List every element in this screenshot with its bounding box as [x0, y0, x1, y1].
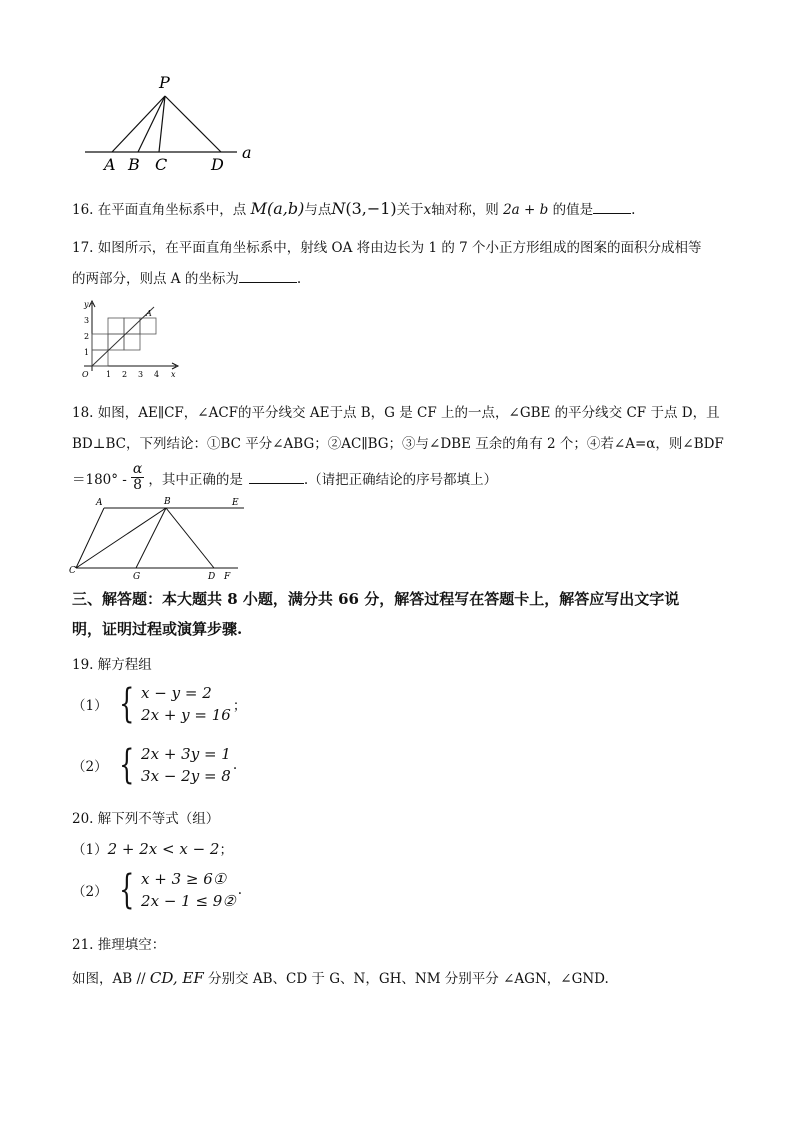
figure-18 [66, 495, 246, 583]
q16-point-N: N [331, 199, 346, 218]
q17-line-2 [72, 267, 301, 287]
label-C: C [155, 155, 168, 174]
segment-PB [138, 96, 165, 152]
q18-line-2: BD⊥BC，下列结论：①BC 平分∠ABG；②AC∥BG；③与∠DBE 互余的角有 2 个；④若∠A=α，则∠BDF [72, 436, 724, 452]
label-B: B [128, 155, 140, 174]
q16-point-M: M [250, 199, 267, 218]
q18-fraction [131, 462, 144, 493]
q19-p1-number: （1） [72, 698, 108, 714]
q21-body [72, 967, 609, 987]
q16-M-coord: (a,b) [266, 199, 305, 218]
q20-p2-number: （2） [72, 884, 108, 900]
segment-PD [165, 96, 221, 152]
q19-p1-end: ； [232, 698, 247, 714]
q17-answer-blank[interactable] [239, 270, 297, 283]
q20-p1-expr: 2 + 2x < x − 2 [107, 840, 220, 858]
label-a: a [242, 143, 252, 162]
q16-end: . [631, 202, 636, 218]
q20-p2-end: . [237, 882, 243, 898]
section-3-line-2: 明，证明过程或演算步骤. [72, 620, 243, 638]
q18-text-b: ，其中正确的是 [148, 471, 243, 488]
q19-part-1 [72, 682, 246, 726]
q18-answer-blank[interactable] [249, 471, 304, 484]
label-C: C [69, 566, 76, 576]
q18-frac-num: α [132, 461, 143, 477]
q16-text-4: 轴对称，则 [431, 202, 504, 218]
section-3-line-1: 三、解答题：本大题共 8 小题，满分共 66 分，解答过程写在答题卡上，解答应写出文字说 [72, 590, 680, 608]
segment-PA [112, 96, 165, 152]
label-A: A [146, 309, 152, 318]
label-E: E [232, 498, 239, 508]
brace-icon: { [118, 867, 134, 913]
label-D: D [211, 155, 224, 174]
figure-15 [82, 70, 272, 175]
q16-answer-blank[interactable] [593, 201, 631, 214]
q16-text-5: 的值是 [548, 202, 594, 218]
label-O: O [82, 370, 89, 379]
segment-BD [166, 508, 214, 568]
q19-p1-eq1: x − y = 2 [141, 684, 212, 702]
x-tick-4: 4 [154, 370, 160, 379]
q20-p1-end: ； [219, 842, 233, 858]
y-tick-1: 1 [84, 348, 90, 357]
segment-BG [136, 508, 166, 568]
q16-number: 16. [72, 202, 94, 218]
q20-title: 20. 解下列不等式（组） [72, 811, 220, 827]
q21-title: 21. 推理填空： [72, 937, 166, 953]
q18-line-1: 18. 如图，AE∥CF，∠ACF的平分线交 AE于点 B，G 是 CF 上的一点，∠GBE 的平分线交 CF 于点 D，且 [72, 405, 720, 421]
q18-line-3 [72, 462, 497, 493]
q16-text-1: 在平面直角坐标系中，点 [93, 202, 251, 218]
q17-text: 的两部分，则点 A 的坐标为 [72, 271, 239, 287]
label-D: D [208, 572, 216, 582]
q19-p1-eq2: 2x + y = 16 [141, 706, 231, 724]
q19-part-2 [72, 743, 237, 787]
q20-p2-eq1: x + 3 ≥ 6① [141, 870, 227, 888]
q21-text-2: CD, EF [149, 969, 204, 987]
y-tick-2: 2 [84, 332, 90, 341]
label-A: A [104, 155, 116, 174]
q16-text-2: 与点 [304, 202, 332, 218]
figure-17 [76, 297, 186, 383]
q16-N-coord: (3,−1) [345, 199, 397, 218]
x-tick-2: 2 [122, 370, 128, 379]
q20-p2-eq2: 2x − 1 ≤ 9② [141, 892, 236, 910]
q18-frac-den: 8 [133, 477, 143, 493]
x-tick-3: 3 [138, 370, 144, 379]
ray-OA [92, 307, 154, 366]
q19-p2-number: （2） [72, 759, 108, 775]
q21-text-1: 如图，AB // [72, 971, 150, 987]
q20-part-1 [72, 838, 233, 858]
segment-PC [159, 96, 165, 152]
q20-p1-number: （1） [72, 842, 108, 858]
label-F: F [224, 572, 231, 582]
q18-text-c: .（请把正确结论的序号都填上） [303, 471, 498, 488]
brace-icon: { [118, 681, 134, 727]
q19-p2-eq1: 2x + 3y = 1 [141, 745, 231, 763]
q18-text-a: ＝180° - [72, 471, 127, 488]
y-tick-3: 3 [84, 316, 90, 325]
label-A: A [96, 498, 103, 508]
q16-text-3: 关于 [396, 202, 424, 218]
label-x: x [171, 370, 176, 379]
q19-p2-eq2: 3x − 2y = 8 [141, 767, 231, 785]
x-tick-1: 1 [106, 370, 112, 379]
q16-x: x [423, 202, 432, 218]
q19-p2-end: . [232, 757, 238, 773]
question-16 [72, 198, 635, 218]
unit-squares [92, 318, 156, 366]
q21-text-3: 分别交 AB、CD 于 G、N，GH、NM 分别平分 ∠AGN，∠GND. [203, 971, 609, 987]
brace-icon: { [118, 742, 134, 788]
label-B: B [164, 497, 171, 507]
label-y: y [84, 300, 89, 309]
q17-end: . [296, 271, 302, 287]
label-P: P [159, 73, 170, 92]
q20-part-2 [72, 868, 242, 912]
q17-line-1: 17. 如图所示，在平面直角坐标系中，射线 OA 将由边长为 1 的 7 个小正方形组成的图案的面积分成相等 [72, 240, 702, 256]
q19-title: 19. 解方程组 [72, 657, 152, 673]
label-G: G [133, 572, 141, 582]
q16-expr: 2a + b [503, 202, 549, 218]
